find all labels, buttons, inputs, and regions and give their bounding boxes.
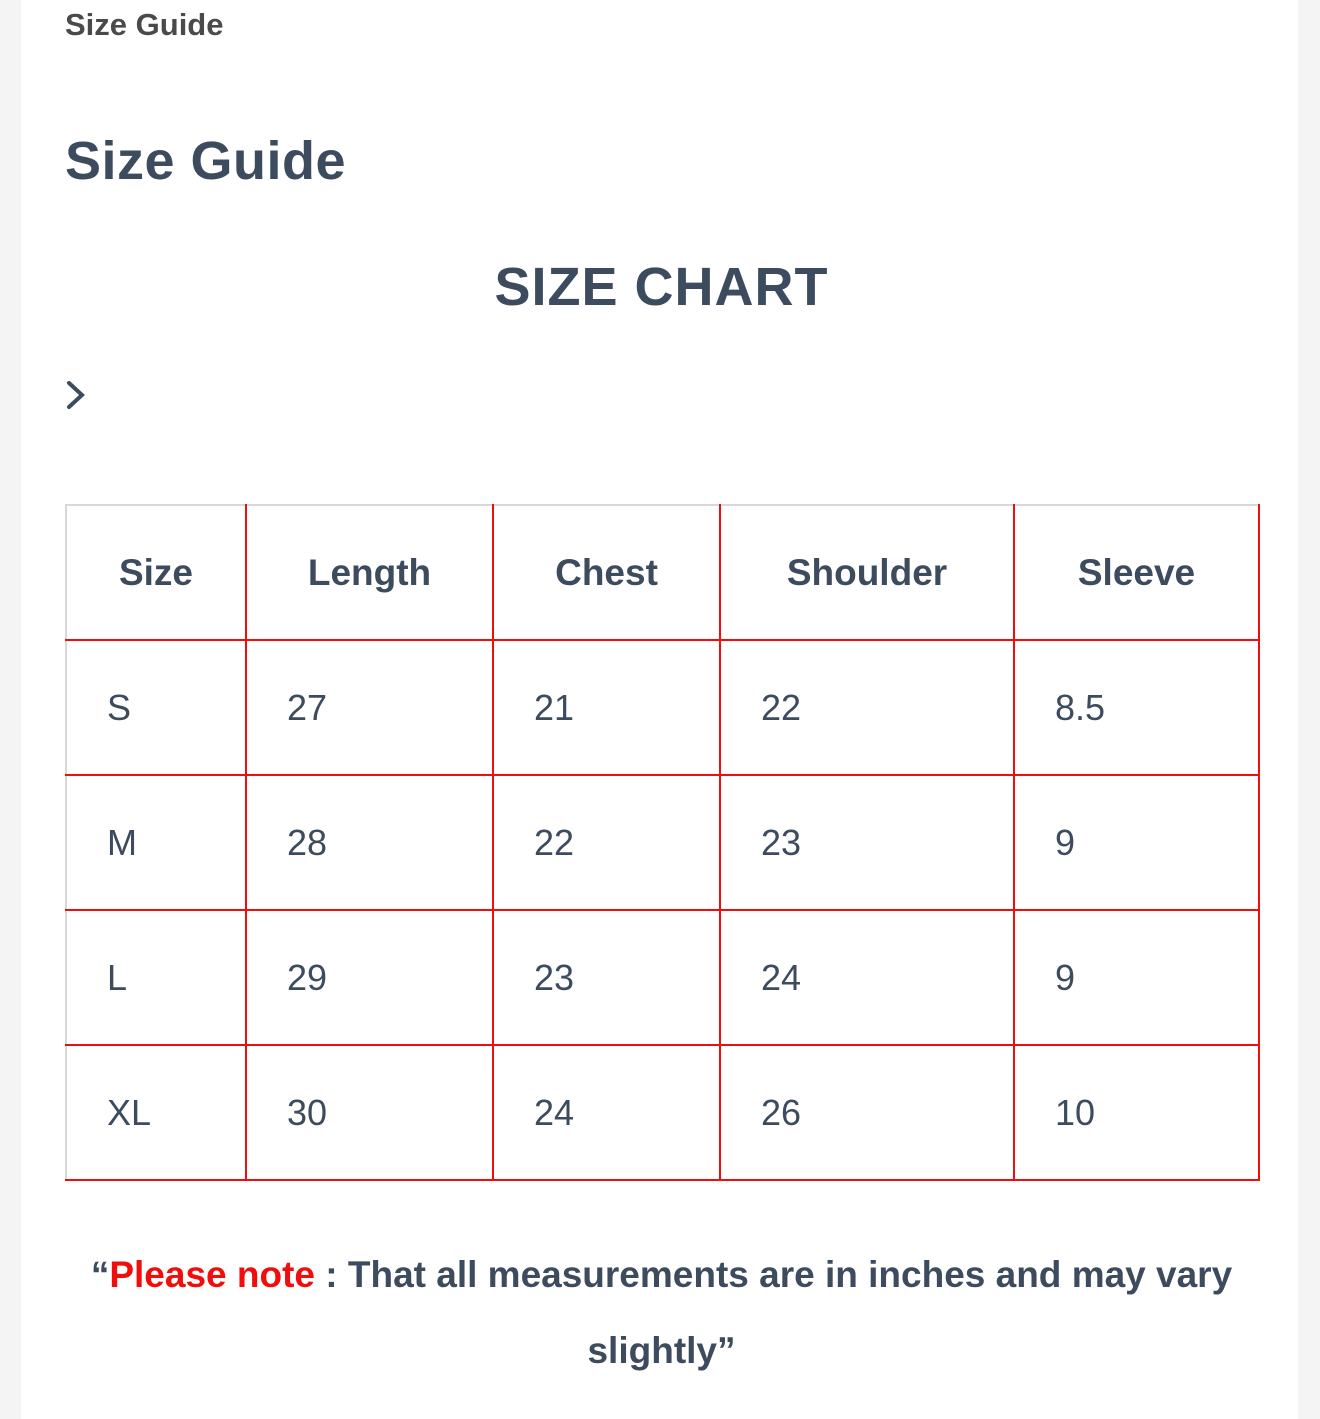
cell-length: 29 — [246, 910, 493, 1045]
size-chart-title: SIZE CHART — [494, 257, 829, 317]
note-text: That all measurements are in inches and may vary slightly — [347, 1254, 1233, 1371]
chevron-right-icon[interactable] — [65, 380, 1298, 410]
cell-sleeve: 10 — [1014, 1045, 1259, 1180]
size-guide-page — [21, 0, 1298, 1419]
col-header-length: Length — [246, 505, 493, 640]
col-header-chest: Chest — [493, 505, 720, 640]
table-row — [66, 910, 1259, 1045]
col-header-shoulder: Shoulder — [720, 505, 1014, 640]
cell-size: M — [66, 775, 246, 910]
cell-chest: 24 — [493, 1045, 720, 1180]
cell-size: S — [66, 640, 246, 775]
size-chart-table — [65, 504, 1260, 1181]
col-header-size: Size — [66, 505, 246, 640]
cell-sleeve: 9 — [1014, 775, 1259, 910]
measurement-note — [65, 1237, 1258, 1389]
note-close-quote: ” — [717, 1330, 736, 1371]
cell-size: XL — [66, 1045, 246, 1180]
cell-sleeve: 9 — [1014, 910, 1259, 1045]
cell-chest: 21 — [493, 640, 720, 775]
cell-size: L — [66, 910, 246, 1045]
col-header-sleeve: Sleeve — [1014, 505, 1259, 640]
cell-length: 28 — [246, 775, 493, 910]
cell-shoulder: 23 — [720, 775, 1014, 910]
cell-chest: 23 — [493, 910, 720, 1045]
note-highlight: Please note — [109, 1254, 315, 1295]
note-separator: : — [314, 1254, 348, 1295]
cell-shoulder: 22 — [720, 640, 1014, 775]
page-title: Size Guide — [65, 131, 347, 191]
cell-shoulder: 26 — [720, 1045, 1014, 1180]
table-header-row — [66, 505, 1259, 640]
cell-shoulder: 24 — [720, 910, 1014, 1045]
table-row — [66, 775, 1259, 910]
note-open-quote: “ — [90, 1254, 110, 1295]
cell-length: 30 — [246, 1045, 493, 1180]
table-row — [66, 640, 1259, 775]
cell-sleeve: 8.5 — [1014, 640, 1259, 775]
table-row — [66, 1045, 1259, 1180]
cell-chest: 22 — [493, 775, 720, 910]
tab-size-guide[interactable]: Size Guide — [65, 7, 224, 42]
cell-length: 27 — [246, 640, 493, 775]
